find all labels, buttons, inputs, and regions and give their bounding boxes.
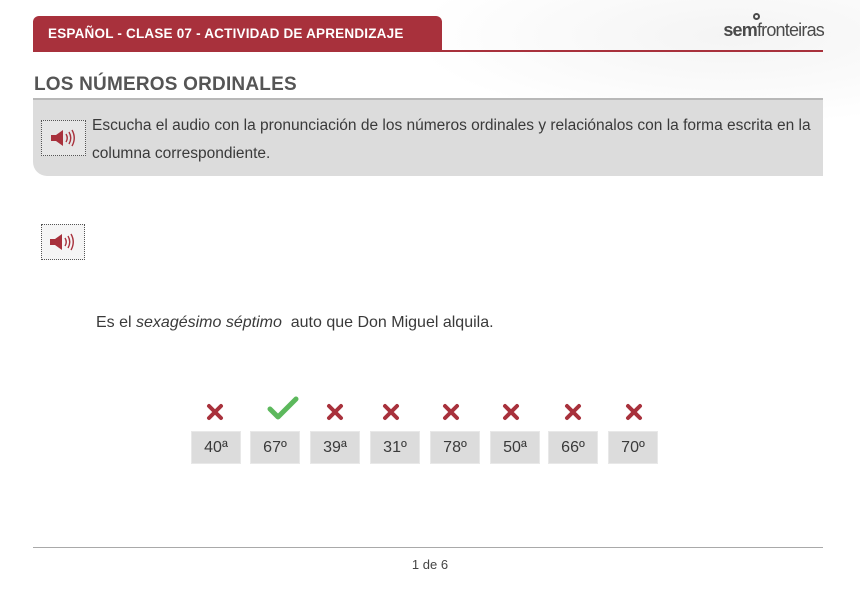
cross-icon [431,400,471,424]
option-button[interactable]: 39ª [310,431,360,464]
check-icon [263,396,303,420]
option-button[interactable]: 40ª [191,431,241,464]
cross-icon [195,400,235,424]
sentence-start: Es el [96,314,137,331]
brand-logo [723,20,824,41]
instruction-text: Escucha el audio con la pronunciación de los números ordinales y relaciónalos con la forma escrita en la columna correspondiente. [92,117,811,162]
speaker-icon [48,231,78,253]
footer-divider [33,547,823,548]
logo-text-fronteiras: fronteiras [756,20,824,40]
option-button[interactable]: 50ª [490,431,540,464]
option-button[interactable]: 31º [370,431,420,464]
speaker-icon [49,127,79,149]
cross-icon [491,400,531,424]
instruction-panel [33,100,823,176]
cross-icon [553,400,593,424]
sentence-ordinal: sexagésimo séptimo [136,314,282,331]
course-header-tab [33,16,442,51]
option-button[interactable]: 70º [608,431,658,464]
option-button[interactable]: 66º [548,431,598,464]
cross-icon [315,400,355,424]
option-button[interactable]: 78º [430,431,480,464]
exercise-audio-button[interactable] [41,224,85,260]
option-button[interactable]: 67º [250,431,300,464]
pagination-indicator: 1 de 6 [411,557,449,572]
exercise-sentence [96,314,494,332]
instruction-audio-button[interactable] [41,120,86,156]
header-divider [33,50,823,52]
sentence-end: auto que Don Miguel alquila. [281,314,494,331]
logo-text-sem: sem [723,20,757,40]
cross-icon [614,400,654,424]
cross-icon [371,400,411,424]
page-title: LOS NÚMEROS ORDINALES [34,74,297,95]
course-header-label: ESPAÑOL - CLASE 07 - ACTIVIDAD DE APRENDIZAJE [48,26,404,41]
